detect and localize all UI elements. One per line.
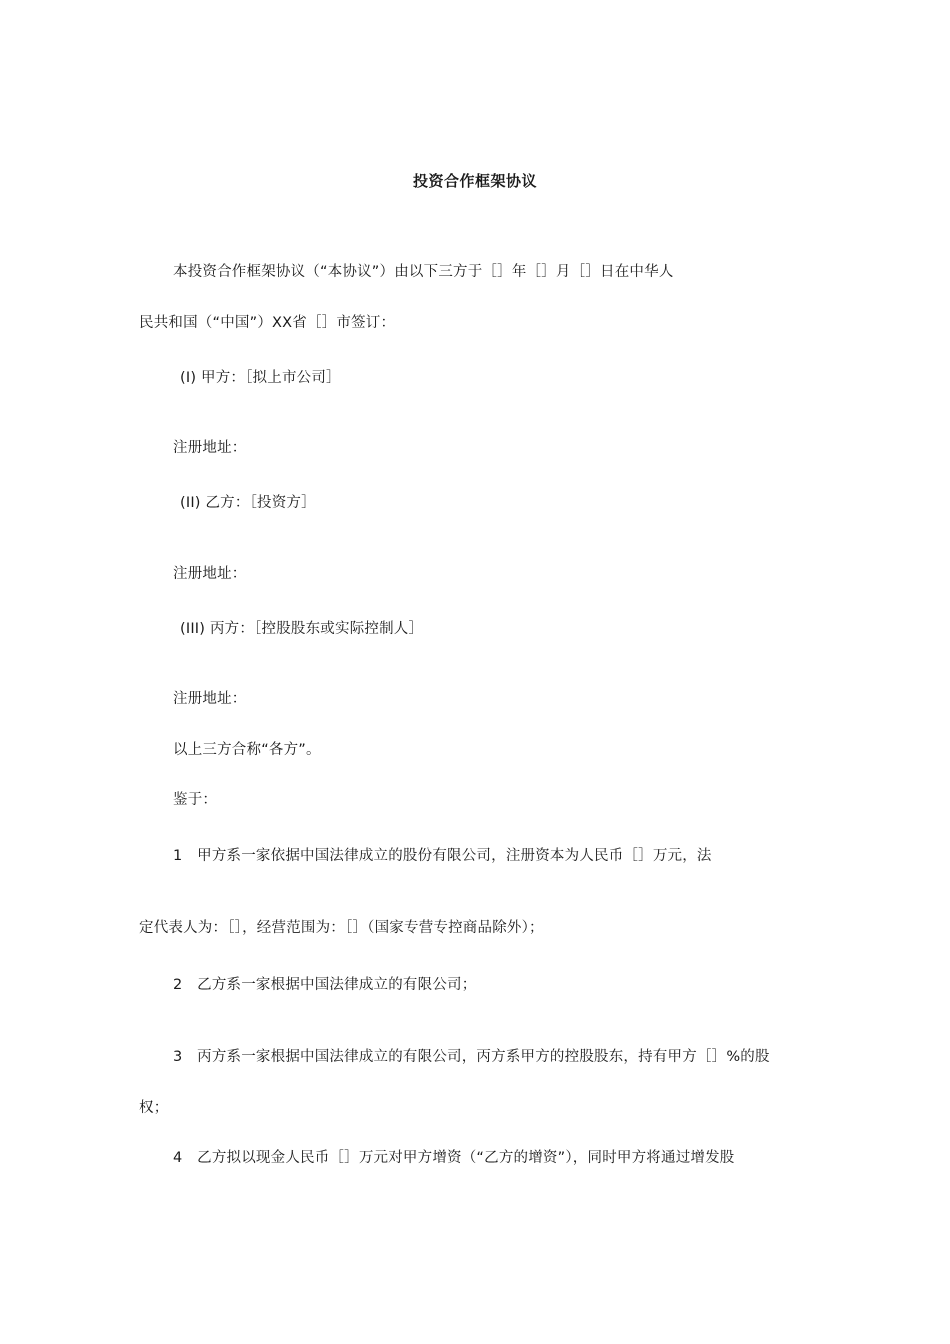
recital-3-line-1: 3 丙方系一家根据中国法律成立的有限公司，丙方系甲方的控股股东，持有甲方［］%的股 [173, 1049, 770, 1065]
preamble-line-1: 本投资合作框架协议（“本协议”）由以下三方于［］年［］月［］日在中华人 [173, 264, 674, 280]
party-a: (I) 甲方：［拟上市公司］ [180, 370, 341, 386]
recital-4-line-1: 4 乙方拟以现金人民币［］万元对甲方增资（“乙方的增资”），同时甲方将通过增发股 [173, 1150, 735, 1166]
party-c-address: 注册地址： [173, 691, 247, 707]
party-b-address: 注册地址： [173, 566, 247, 582]
recital-3-line-2: 权； [139, 1100, 169, 1116]
party-b: (II) 乙方：［投资方］ [180, 495, 316, 511]
whereas-heading: 鉴于： [173, 792, 218, 808]
party-c: (III) 丙方：［控股股东或实际控制人］ [180, 621, 424, 637]
party-a-address: 注册地址： [173, 440, 247, 456]
parties-collective: 以上三方合称“各方”。 [173, 742, 321, 758]
recital-1-line-2: 定代表人为：［］，经营范围为：［］（国家专营专控商品除外）； [139, 920, 544, 936]
recital-2: 2 乙方系一家根据中国法律成立的有限公司； [173, 977, 477, 993]
recital-1-line-1: 1 甲方系一家依据中国法律成立的股份有限公司，注册资本为人民币［］万元，法 [173, 848, 712, 864]
document-title: 投资合作框架协议 [412, 172, 537, 190]
preamble-line-2: 民共和国（“中国”）XX省［］市签订： [139, 315, 396, 331]
